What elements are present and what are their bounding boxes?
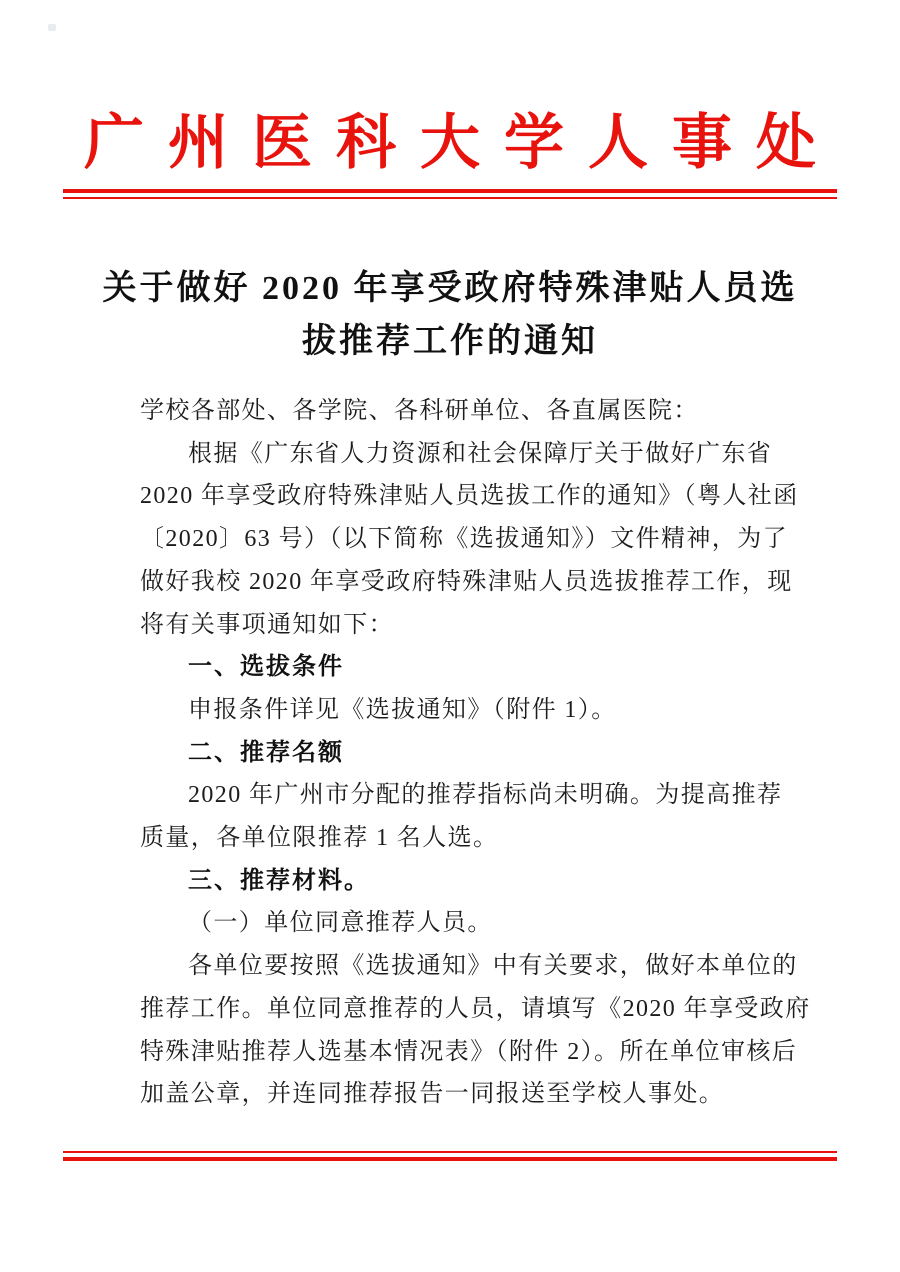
body-line: 2020 年享受政府特殊津贴人员选拔工作的通知》（粤人社函 bbox=[140, 483, 799, 510]
body-line: 2020 年广州市分配的推荐指标尚未明确。为提高推荐 bbox=[188, 782, 783, 809]
body-line: 质量，各单位限推荐 1 名人选。 bbox=[140, 825, 499, 852]
body-line: 申报条件详见《选拔通知》（附件 1）。 bbox=[188, 696, 617, 723]
letterhead-rule-thin bbox=[63, 197, 837, 199]
body-line: 将有关事项通知如下： bbox=[140, 611, 394, 638]
document-title-line2: 拔推荐工作的通知 bbox=[302, 323, 598, 360]
section-heading: 二、推荐名额 bbox=[188, 738, 344, 766]
body-line: 各单位要按照《选拔通知》中有关要求，做好本单位的 bbox=[188, 953, 798, 980]
body-line: 做好我校 2020 年享受政府特殊津贴人员选拔推荐工作，现 bbox=[140, 568, 793, 595]
body-line: 〔2020〕63 号）（以下简称《选拔通知》）文件精神，为了 bbox=[140, 526, 788, 553]
body-line: 学校各部处、各学院、各科研单位、各直属医院： bbox=[140, 398, 699, 424]
body-line: 根据《广东省人力资源和社会保障厅关于做好广东省 bbox=[188, 440, 773, 467]
document-body bbox=[140, 390, 811, 1116]
scan-artifact bbox=[48, 24, 56, 31]
body-line: 推荐工作。单位同意推荐的人员，请填写《2020 年享受政府 bbox=[140, 995, 811, 1022]
footer-rule-thin bbox=[63, 1151, 837, 1153]
section-heading: 一、选拔条件 bbox=[188, 653, 344, 681]
body-line: （一）单位同意推荐人员。 bbox=[188, 910, 493, 937]
footer-divider bbox=[63, 1151, 837, 1161]
body-line: 加盖公章，并连同推荐报告一同报送至学校人事处。 bbox=[140, 1081, 725, 1108]
body-line: 特殊津贴推荐人选基本情况表》（附件 2）。所在单位审核后 bbox=[140, 1038, 798, 1065]
document-title bbox=[0, 262, 900, 368]
document-title-line1: 关于做好 2020 年享受政府特殊津贴人员选 bbox=[102, 270, 798, 307]
footer-rule-thick bbox=[63, 1157, 837, 1161]
letterhead-rule-thick bbox=[63, 189, 837, 193]
letterhead-department-title: 广州医科大学人事处 bbox=[84, 110, 840, 176]
section-heading: 三、推荐材料。 bbox=[188, 866, 370, 894]
letterhead-divider bbox=[63, 189, 837, 199]
